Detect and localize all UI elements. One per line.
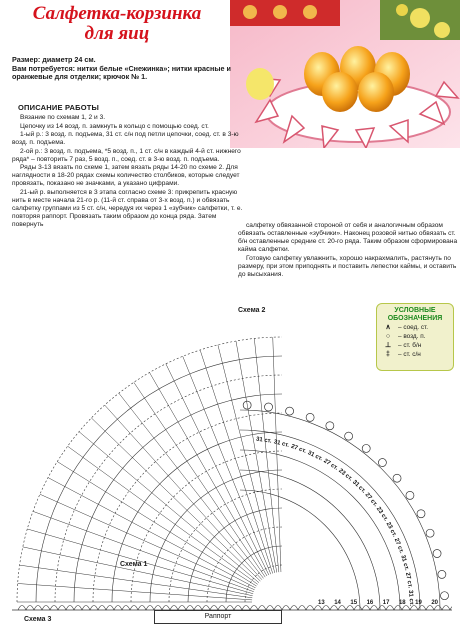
scheme-2-stitch-count: 27 ст. [363, 492, 379, 509]
scheme-3-loop [306, 606, 314, 611]
double-crochet-symbol: ‡ [386, 351, 390, 358]
scheme-2-stitch-count: 27 ст. [404, 572, 413, 589]
scheme-1-stitch-ray [79, 432, 259, 583]
scheme-2-stitch-count: 31 ст. [272, 439, 290, 449]
legend-item-double-crochet: ‡ – ст. с/н [381, 351, 449, 359]
scheme-2-petal-loop [306, 413, 314, 421]
scheme-2-petal-loop [426, 529, 434, 537]
scheme-3-loop [362, 606, 370, 611]
legend-item-single-crochet: ⊥ – ст. б/н [381, 342, 449, 350]
scheme-3-loop [434, 606, 442, 611]
scheme-2-ring [240, 450, 400, 610]
scheme-3-loop [346, 606, 354, 611]
scheme-3-loop [26, 606, 34, 611]
legend-item-slip-stitch: ∧ – соед. ст. [381, 324, 449, 332]
scheme-3-loop [82, 606, 90, 611]
scheme-1-stitch-ray [48, 478, 255, 588]
scheme-2-petal-loop [378, 459, 386, 467]
scheme-3-loop [370, 606, 378, 611]
scheme-2-petal-loop [243, 401, 251, 409]
scheme-3-loop [66, 606, 74, 611]
scheme-2-label: Схема 2 [238, 307, 266, 314]
scheme-3-loop [314, 606, 322, 611]
scheme-3-loop [90, 606, 98, 611]
scheme-3-loop [98, 606, 106, 611]
materials-text: Вам потребуется: нитки белые «Снежинка»; нитки красные и оранжевые для отделки; крючок № 1. [12, 63, 231, 82]
scheme-2-ring [240, 430, 420, 610]
scheme-2-petal-loop [345, 432, 353, 440]
intro-block [12, 56, 234, 82]
scheme-1-stitch-ray [68, 446, 258, 584]
scheme-1-label: Схема 1 [120, 561, 148, 568]
scheme-3-loop [42, 606, 50, 611]
scheme-2-petal-loop [393, 474, 401, 482]
paragraph: Ряды 3-13 вязать по схеме 1, затем вязать ряды 14-20 по схеме 2. Для наглядности в 18-20 рядах схемы количество столбиков, которые следует провязать, показано не значками, а указано цифрами. [12, 164, 240, 187]
scheme-3-loop [442, 606, 450, 611]
title-line-1: Салфетка-корзинка [32, 3, 202, 24]
scheme-3-loop [138, 606, 146, 611]
scheme-2-stitch-count: 31 ст. [399, 554, 410, 572]
scheme-3-loop [106, 606, 114, 611]
rapport-box: Раппорт [154, 610, 282, 624]
scheme-3-loop [394, 606, 402, 611]
scheme-3-label: Схема 3 [24, 616, 52, 623]
section-heading: ОПИСАНИЕ РАБОТЫ [18, 103, 100, 112]
scheme-3-loop [410, 606, 418, 611]
scheme-2-petal-loop [326, 422, 334, 430]
scheme-3-loop [282, 606, 290, 611]
scheme-3-loop [378, 606, 386, 611]
scheme-3-loop [146, 606, 154, 611]
scheme-3-loop [322, 606, 330, 611]
size-text: Размер: диаметр 24 см. [12, 55, 96, 64]
scheme-2-stitch-count: 31 ст. [351, 479, 367, 495]
scheme-3-loop [290, 606, 298, 611]
scheme-2-petal-loop [286, 407, 294, 415]
paragraph: 2-ой р.: 3 возд. п. подъема, *5 возд. п., 1 ст. с/н в каждый 4-й ст. нижнего ряда* – повторить 7 раз, 5 возд. п., соед. ст. в 3-ю возд. п. подъема. [12, 147, 241, 163]
legend-title: УСЛОВНЫЕ ОБОЗНАЧЕНИЯ [387, 307, 443, 322]
scheme-2-stitch-count: 31 ст. [306, 450, 324, 463]
title-line-2: для яиц [84, 23, 150, 44]
scheme-2-stitch-count: 23 ст. [384, 521, 398, 539]
scheme-2-petal-loop [265, 403, 273, 411]
scheme-2-stitch-count: 31 ст. [255, 436, 273, 445]
scheme-3-loop [50, 606, 58, 611]
scheme-3-loop [426, 606, 434, 611]
scheme-2-petal-loop [362, 444, 370, 452]
scheme-2-petal-loop [417, 510, 425, 518]
scheme-3-loop [58, 606, 66, 611]
scheme-2-petal-loop [433, 549, 441, 557]
scheme-3-loop [114, 606, 122, 611]
scheme-2-stitch-count: 23 ст. [374, 506, 389, 523]
scheme-3-loop [34, 606, 42, 611]
legend-item-chain: ○ – возд. п. [381, 333, 449, 341]
scheme-2-ring [240, 490, 360, 610]
scheme-2-stitch-count: 31 ст. [407, 589, 415, 607]
scheme-3-loop [130, 606, 138, 611]
scheme-2-stitch-count: 27 ст. [392, 537, 405, 555]
paragraph: 1-ый р.: 3 возд. п. подъема, 31 ст. с/н под петли цепочки, соед. ст. в 3-ю возд. п. подъема. [12, 131, 239, 146]
scheme-3-loop [450, 606, 452, 611]
scheme-2-stitch-count: 27 ст. [322, 458, 339, 472]
slip-stitch-symbol: ∧ [385, 324, 391, 331]
scheme-3-loop [74, 606, 82, 611]
scheme-3-loop [18, 606, 26, 611]
paragraph: салфетку обвязанной стороной от себя и аналогичным образом обвязать оставленные «зубчики». Наконец розовой нитью обвязать ст. б/н оставленные средние ст. 20-го ряда. Таким образом сформирована кайма салфетки. [238, 222, 458, 253]
single-crochet-symbol: ⊥ [384, 342, 392, 349]
instructions-column-1 [12, 114, 244, 229]
scheme-2-petal-loop [438, 570, 446, 578]
page-title [8, 4, 226, 44]
egg-basket-photo [230, 0, 460, 148]
scheme-3-loop [330, 606, 338, 611]
scheme-2-stitch-count: 27 ст. [290, 443, 307, 455]
paragraph: Цепочку из 14 возд. п. замкнуть в кольцо с помощью соед. ст. [20, 122, 209, 130]
paragraph: Готовую салфетку увлажнить, хорошо накрахмалить, растянуть по размеру, при этом приподнять и поставить лепестки каймы, и оставить до высыхания. [238, 254, 457, 278]
scheme-3-loop [338, 606, 346, 611]
scheme-1-stitch-ray [23, 547, 253, 596]
scheme-1-stitch-ray [57, 462, 256, 587]
scheme-1-stitch-ray [20, 565, 253, 598]
scheme-2-diagram [240, 290, 455, 615]
scheme-3-loop [418, 606, 426, 611]
row-numbers: 13 14 15 16 17 18 19 20 [318, 600, 438, 606]
scheme-3-loop [386, 606, 394, 611]
paragraph: 21-ый р. выполняется в 3 этапа согласно схеме 3: прикрепить красную нить в месте начала 21-го р. (11-й ст. справа от 3-х возд. п.) и обвязать салфетку группами из 5 ст. с/н, чередуя их через 1 «зубчик» салфетки, т. е. повторяя раппорт. Провязать таким образом до конца ряда. Затем повернуть [12, 188, 243, 228]
scheme-2-stitch-count: 23 ст. [337, 468, 354, 483]
scheme-3-loop [354, 606, 362, 611]
paragraph: Вязание по схемам 1, 2 и 3. [20, 114, 106, 121]
chain-symbol: ○ [385, 333, 391, 340]
instructions-column-2 [238, 222, 460, 279]
scheme-2-petal-loop [406, 491, 414, 499]
scheme-3-loop [122, 606, 130, 611]
scheme-3-loop [402, 606, 410, 611]
scheme-3-loop [298, 606, 306, 611]
